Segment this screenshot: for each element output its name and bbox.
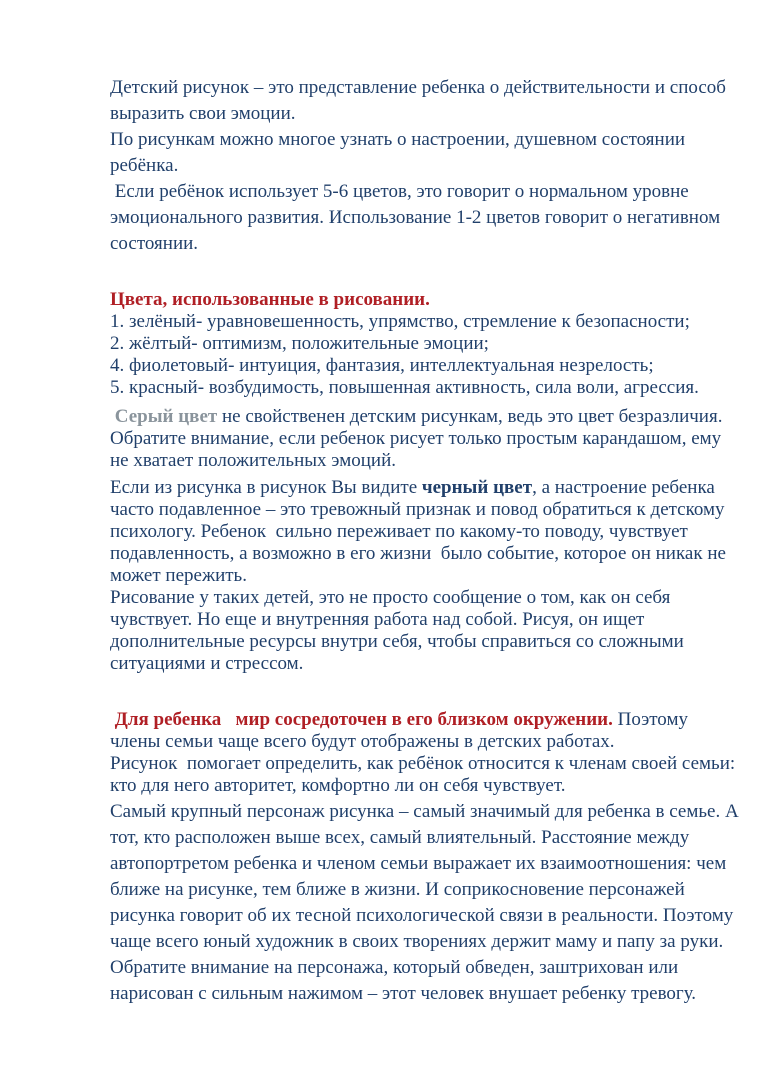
- text-segment: чувствует. Но еще и внутренняя работа над собой. Рисуя, он ищет: [110, 609, 645, 630]
- text-line: [110, 231, 710, 257]
- text-line: [110, 311, 710, 333]
- text-segment: Если ребёнок использует 5-6 цветов, это говорит о нормальном уровне: [110, 181, 689, 202]
- text-line: [110, 499, 725, 521]
- text-line: [110, 903, 734, 929]
- text-segment: не хватает положительных эмоций.: [110, 450, 397, 471]
- paragraph-drawing-inner-work: [110, 587, 710, 675]
- list-item-yellow: [110, 333, 710, 355]
- text-segment: Серый цвет: [110, 406, 218, 427]
- text-line: [110, 477, 715, 499]
- text-line: [110, 377, 710, 399]
- text-line: [110, 543, 726, 565]
- text-segment: автопортретом ребенка и членом семьи выражает их взаимоотношения: чем: [110, 853, 727, 874]
- text-segment: Рисунок помогает определить, как ребёнок относится к членам своей семьи:: [110, 753, 736, 774]
- text-line: [110, 153, 710, 179]
- text-segment: дополнительные ресурсы внутри себя, чтобы справиться со сложными: [110, 631, 684, 652]
- text-line: [110, 565, 710, 587]
- text-line: [110, 799, 739, 825]
- text-line: [110, 179, 710, 205]
- text-segment: Рисование у таких детей, это не просто сообщение о том, как он себя: [110, 587, 671, 608]
- text-segment: 5. красный- возбудимость, повышенная активность, сила воли, агрессия.: [110, 377, 699, 398]
- text-segment: черный цвет: [421, 477, 533, 498]
- text-line: [110, 101, 710, 127]
- paragraph-intro-definition: [110, 75, 726, 127]
- paragraph-color-count: [110, 179, 721, 257]
- text-line: [110, 521, 710, 543]
- text-line: [110, 609, 710, 631]
- text-line: [110, 205, 721, 231]
- text-segment: часто подавленное – это тревожный признак и повод обратиться к детскому: [110, 499, 725, 520]
- paragraph-family-focus: [110, 709, 710, 753]
- text-segment: тот, кто расположен выше всех, самый влиятельный. Расстояние между: [110, 827, 690, 848]
- text-line: [110, 631, 710, 653]
- paragraph-largest-character: [110, 799, 739, 955]
- text-segment: члены семьи чаще всего будут отображены в детских работах.: [110, 731, 615, 752]
- text-segment: чаще всего юный художник в своих творениях держит маму и папу за руки.: [110, 931, 724, 952]
- paragraph-black-color: [110, 477, 726, 587]
- text-segment: 1. зелёный- уравновешенность, упрямство, стремление к безопасности;: [110, 311, 690, 332]
- text-line: [110, 355, 710, 377]
- text-segment: психологу. Ребенок сильно переживает по какому-то поводу, чувствует: [110, 521, 688, 542]
- text-segment: нарисован с сильным нажимом – этот человек внушает ребенку тревогу.: [110, 983, 697, 1004]
- text-line: [110, 775, 710, 797]
- text-segment: кто для него авторитет, комфортно ли он себя чувствует.: [110, 775, 566, 796]
- text-segment: Цвета, использованные в рисовании.: [110, 289, 430, 310]
- text-line: [110, 955, 710, 981]
- text-line: [110, 289, 710, 311]
- text-segment: Самый крупный персонаж рисунка – самый значимый для ребенка в семье. А: [110, 801, 739, 822]
- text-segment: Обратите внимание, если ребенок рисует только простым карандашом, ему: [110, 428, 722, 449]
- text-line: [110, 731, 710, 753]
- text-line: [110, 333, 710, 355]
- text-line: [110, 127, 710, 153]
- list-item-red: [110, 377, 710, 399]
- text-segment: 2. жёлтый- оптимизм, положительные эмоции;: [110, 333, 489, 354]
- document-content: [110, 75, 739, 1007]
- list-item-purple: [110, 355, 710, 377]
- text-line: [110, 450, 710, 472]
- text-segment: ситуациями и стрессом.: [110, 653, 304, 674]
- text-segment: , а настроение ребенка: [532, 477, 715, 498]
- text-line: [110, 406, 723, 428]
- text-segment: По рисункам можно многое узнать о настроении, душевном состоянии: [110, 129, 686, 150]
- text-line: [110, 877, 710, 903]
- text-line: [110, 428, 722, 450]
- text-segment: состоянии.: [110, 233, 199, 254]
- text-segment: Для ребенка мир сосредоточен в его близком окружении.: [110, 709, 613, 730]
- paragraph-anxiety-character: [110, 955, 710, 1007]
- text-segment: не свойственен детским рисункам, ведь это цвет безразличия.: [217, 406, 723, 427]
- list-item-green: [110, 311, 710, 333]
- text-segment: 4. фиолетовый- интуиция, фантазия, интеллектуальная незрелость;: [110, 355, 654, 376]
- text-line: [110, 653, 710, 675]
- text-segment: может пережить.: [110, 565, 247, 586]
- text-segment: подавленность, а возможно в его жизни было событие, которое он никак не: [110, 543, 726, 564]
- text-line: [110, 587, 710, 609]
- text-segment: ребёнка.: [110, 155, 179, 176]
- text-segment: рисунка говорит об их тесной психологической связи в реальности. Поэтому: [110, 905, 734, 926]
- text-line: [110, 929, 724, 955]
- text-segment: Если из рисунка в рисунок Вы видите: [110, 477, 422, 498]
- text-line: [110, 851, 727, 877]
- text-segment: ближе на рисунке, тем ближе в жизни. И соприкосновение персонажей: [110, 879, 685, 900]
- text-segment: Поэтому: [612, 709, 688, 730]
- text-segment: выразить свои эмоции.: [110, 103, 296, 124]
- text-segment: эмоционального развития. Использование 1-2 цветов говорит о негативном: [110, 207, 721, 228]
- text-line: [110, 753, 736, 775]
- paragraph-intro-mood: [110, 127, 710, 179]
- paragraph-gray-color: [110, 406, 723, 472]
- text-segment: Обратите внимание на персонажа, который обведен, заштрихован или: [110, 957, 679, 978]
- heading-colors-used: [110, 289, 710, 311]
- text-line: [110, 709, 710, 731]
- text-line: [110, 825, 710, 851]
- text-line: [110, 981, 710, 1007]
- paragraph-family-relations: [110, 753, 736, 797]
- text-line: [110, 75, 726, 101]
- text-segment: Детский рисунок – это представление ребенка о действительности и способ: [110, 77, 726, 98]
